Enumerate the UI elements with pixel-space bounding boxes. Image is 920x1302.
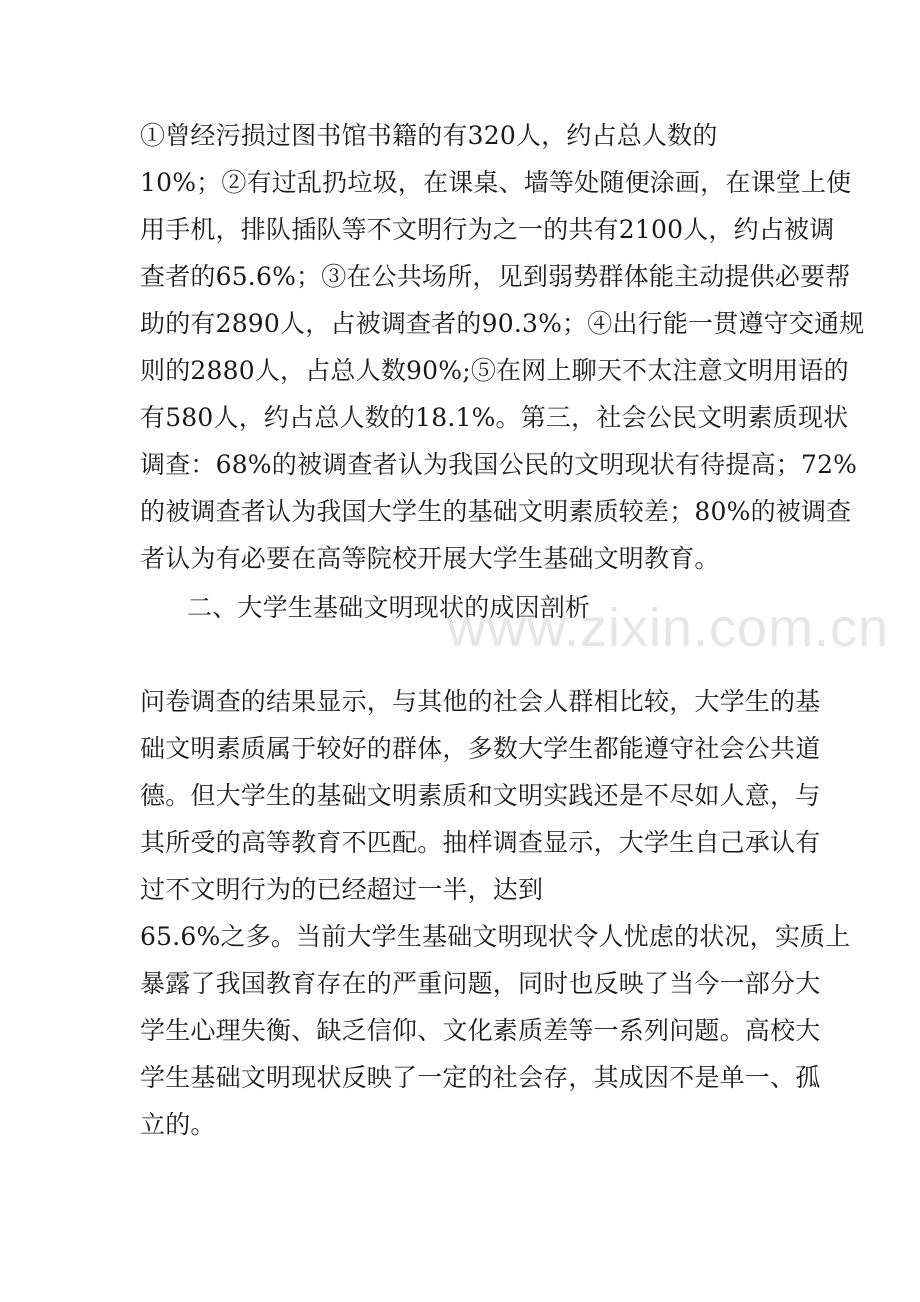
text-line: 过不文明行为的已经超过一半，达到 bbox=[140, 875, 544, 904]
section-heading: 二、大学生基础文明现状的成因剖析 bbox=[187, 593, 591, 622]
text-line: 的被调查者认为我国大学生的基础文明素质较差；80%的被调查 bbox=[140, 497, 852, 526]
text-line: 德。但大学生的基础文明素质和文明实践还是不尽如人意，与 bbox=[140, 781, 821, 810]
text-line: 查者的65.6%；③在公共场所，见到弱势群体能主动提供必要帮 bbox=[140, 262, 851, 291]
text-line: ①曾经污损过图书馆书籍的有320人，约占总人数的 bbox=[140, 121, 718, 150]
text-line: 问卷调查的结果显示，与其他的社会人群相比较，大学生的基 bbox=[140, 687, 821, 716]
text-line: 有580人，约占总人数的18.1%。第三，社会公民文明素质现状 bbox=[140, 403, 849, 432]
text-line: 立的。 bbox=[140, 1110, 216, 1139]
text-line: 用手机，排队插队等不文明行为之一的共有2100人，约占被调 bbox=[140, 215, 835, 244]
text-line: 础文明素质属于较好的群体，多数大学生都能遵守社会公共道 bbox=[140, 734, 821, 763]
text-line: 学生心理失衡、缺乏信仰、文化素质差等一系列问题。高校大 bbox=[140, 1016, 821, 1045]
text-line: 10%；②有过乱扔垃圾，在课桌、墙等处随便涂画，在课堂上使 bbox=[140, 168, 852, 197]
text-line: 助的有2890人，占被调查者的90.3%；④出行能一贯遵守交通规 bbox=[140, 309, 865, 338]
watermark: www.zixin.com.cn bbox=[447, 598, 890, 658]
text-line: 学生基础文明现状反映了一定的社会存，其成因不是单一、孤 bbox=[140, 1063, 821, 1092]
text-line: 其所受的高等教育不匹配。抽样调查显示，大学生自己承认有 bbox=[140, 828, 821, 857]
text-line: 者认为有必要在高等院校开展大学生基础文明教育。 bbox=[140, 544, 720, 573]
text-line: 65.6%之多。当前大学生基础文明现状令人忧虑的状况，实质上 bbox=[140, 922, 851, 951]
text-line: 调查：68%的被调查者认为我国公民的文明现状有待提高；72% bbox=[140, 450, 858, 479]
text-line: 暴露了我国教育存在的严重问题，同时也反映了当今一部分大 bbox=[140, 969, 821, 998]
text-line: 则的2880人，占总人数90%;⑤在网上聊天不太注意文明用语的 bbox=[140, 356, 849, 385]
